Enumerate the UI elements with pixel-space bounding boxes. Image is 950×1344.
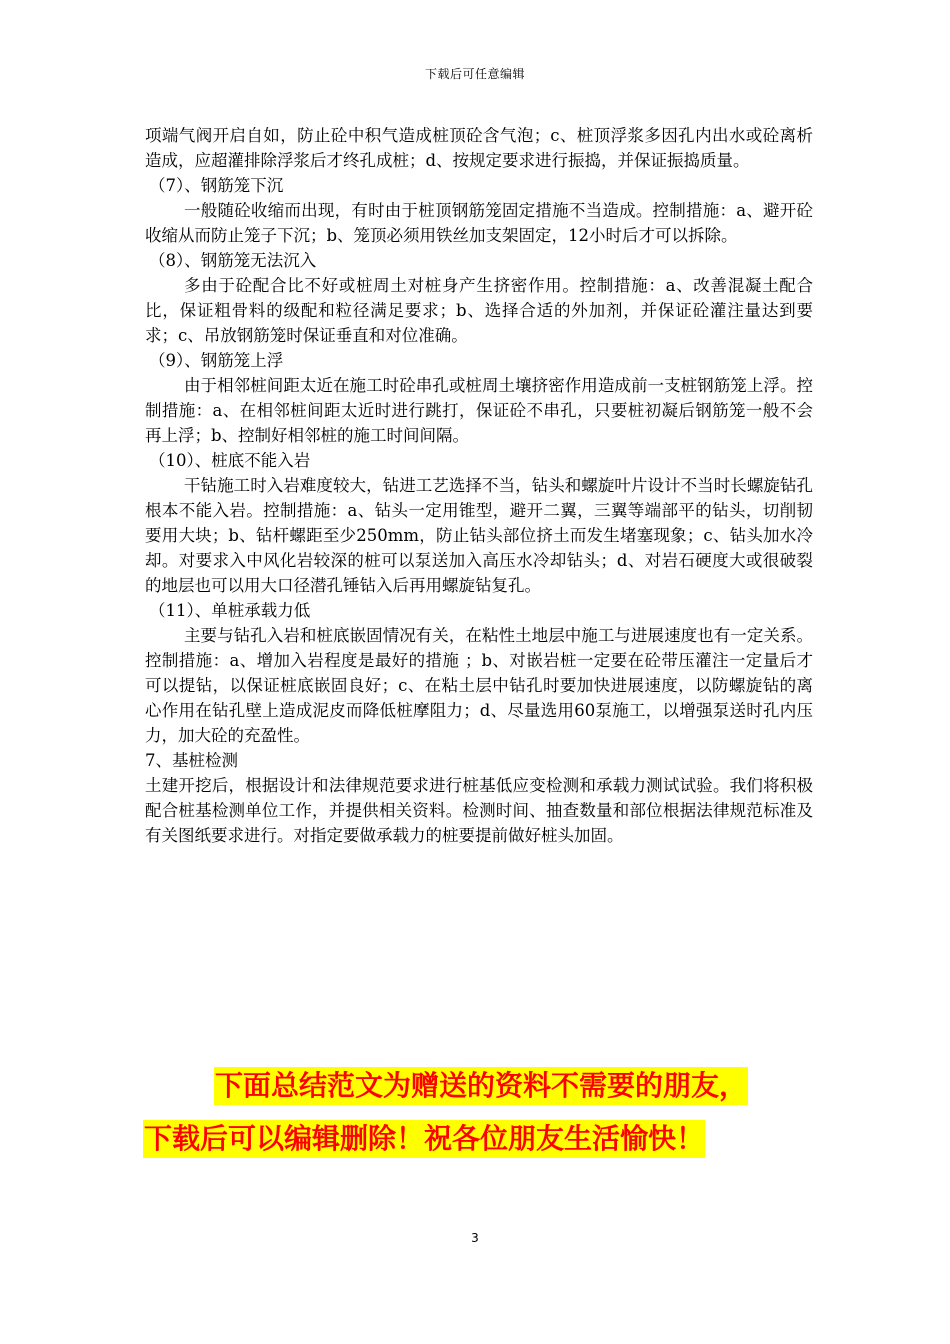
promo-banner-line-1: 下面总结范文为赠送的资料不需要的朋友， (214, 1067, 748, 1105)
section-heading: （7）、钢筋笼下沉 (149, 176, 284, 195)
paragraph: 由于相邻桩间距太近在施工时砼串孔或桩周土壤挤密作用造成前一支桩钢筋笼上浮。控制措施：a、在相邻桩间距太近时进行跳打，保证砼不串孔，只要桩初凝后钢筋笼一般不会再上浮；b、控制好相邻桩的施工时间间隔。 (145, 376, 813, 445)
paragraph: 主要与钻孔入岩和桩底嵌固情况有关，在粘性土地层中施工与进展速度也有一定关系。控制措施：a、增加入岩程度是最好的措施 ；b、对嵌岩桩一定要在砼带压灌注一定量后才可以提钻，以保证桩底嵌固良好；c、在粘土层中钻孔时要加快进展速度，以防螺旋钻的离心作用在钻孔壁上造成泥皮而降低桩摩阻力；d、尽量选用60泵施工，以增强泵送时孔内压力，加大砼的充盈性。 (145, 626, 813, 745)
paragraph: 多由于砼配合比不好或桩周土对桩身产生挤密作用。控制措施：a、改善混凝土配合比，保证粗骨料的级配和粒径满足要求；b、选择合适的外加剂，并保证砼灌注量达到要求；c、吊放钢筋笼时保证垂直和对位准确。 (145, 276, 813, 345)
section-heading: （11）、单桩承载力低 (149, 601, 311, 620)
paragraph: 干钻施工时入岩难度较大，钻进工艺选择不当，钻头和螺旋叶片设计不当时长螺旋钻孔根本不能入岩。控制措施：a、钻头一定用锥型，避开二翼，三翼等端部平的钻头，切削韧要用大块；b、钻杆螺距至少250mm，防止钻头部位挤土而发生堵塞现象；c、钻头加水冷却。对要求入中风化岩较深的桩可以泵送加入高压水冷却钻头；d、对岩石硬度大或很破裂的地层也可以用大口径潜孔锤钻入后再用螺旋钻复孔。 (145, 476, 813, 595)
section-heading: （8）、钢筋笼无法沉入 (149, 251, 317, 270)
paragraph: 项端气阀开启自如，防止砼中积气造成桩顶砼含气泡；c、桩顶浮浆多因孔内出水或砼离析造成，应超灌排除浮浆后才终孔成桩；d、按规定要求进行振捣，并保证振捣质量。 (145, 126, 813, 170)
body-text (145, 123, 813, 848)
section-heading: （10）、桩底不能入岩 (149, 451, 311, 470)
promo-banner-line-2: 下载后可以编辑删除！祝各位朋友生活愉快！ (143, 1120, 705, 1158)
paragraph: 土建开挖后，根据设计和法律规范要求进行桩基低应变检测和承载力测试试验。我们将积极配合桩基检测单位工作，并提供相关资料。检测时间、抽查数量和部位根据法律规范标准及有关图纸要求进行。对指定要做承载力的桩要提前做好桩头加固。 (145, 776, 813, 845)
page-number: 3 (471, 1231, 479, 1245)
section-heading: 7、基桩检测 (145, 751, 238, 770)
section-heading: （9）、钢筋笼上浮 (149, 351, 284, 370)
page-header: 下载后可任意编辑 (424, 67, 525, 81)
paragraph: 一般随砼收缩而出现，有时由于桩顶钢筋笼固定措施不当造成。控制措施：a、避开砼收缩从而防止笼子下沉；b、笼顶必须用铁丝加支架固定，12小时后才可以拆除。 (145, 201, 813, 245)
